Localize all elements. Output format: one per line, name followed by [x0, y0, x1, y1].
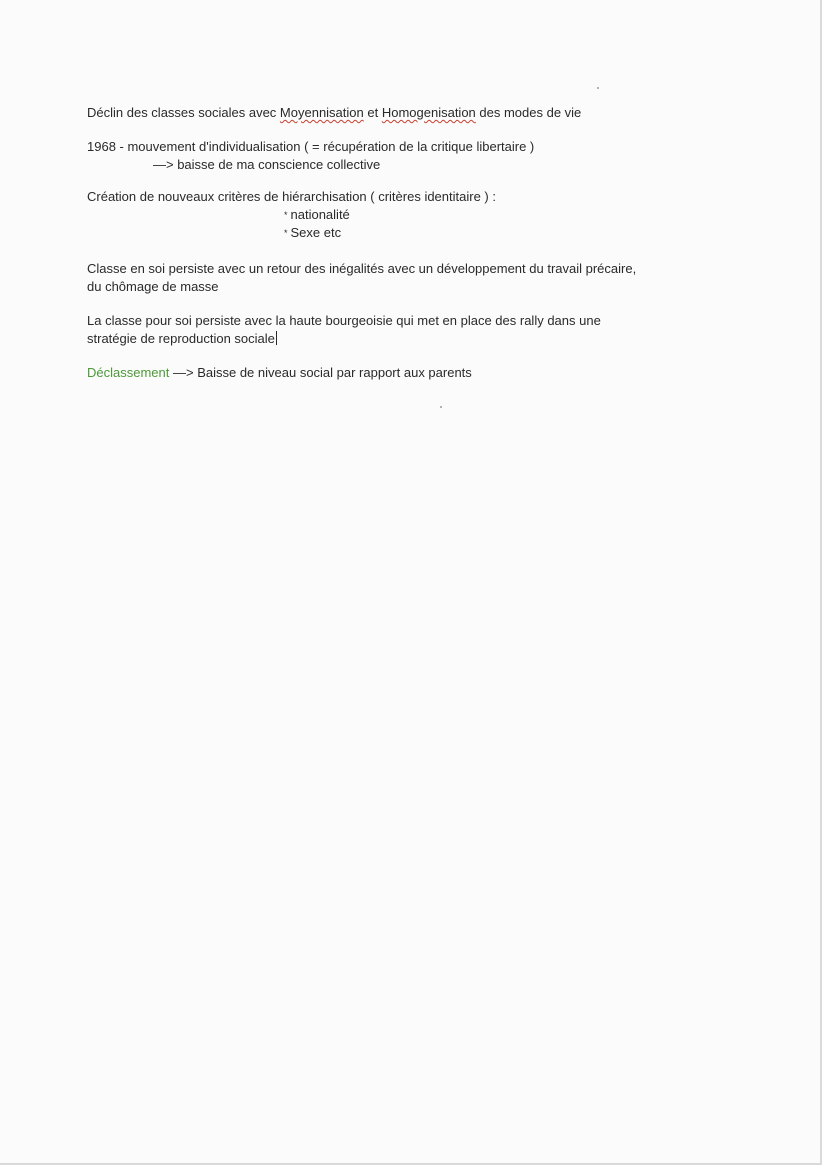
definition-declassement: —> Baisse de niveau social par rapport aux parents — [169, 365, 472, 380]
list-item: * nationalité — [284, 207, 350, 222]
paragraph-1968 — [87, 138, 747, 174]
misspelled-word[interactable]: Moyennisation — [279, 105, 364, 120]
text-cursor — [276, 331, 277, 345]
scan-speck — [440, 406, 442, 408]
line-conscience-collective: —> baisse de ma conscience collective — [153, 157, 381, 172]
misspelled-word[interactable]: Homogenisation — [381, 105, 476, 120]
paragraph-declassement — [87, 364, 747, 382]
term-declassement: Déclassement — [87, 365, 170, 380]
paragraph-criteres — [87, 188, 747, 206]
paragraph-classe-en-soi: Classe en soi persiste avec un retour des inégalités avec un développement du travail précaire, du chômage de masse — [87, 261, 637, 294]
line-criteres: Création de nouveaux critères de hiérarchisation ( critères identitaire ) : — [87, 189, 496, 204]
paragraph-decline-classes: Déclin des classes sociales avec Moyennisation et Homogenisation des modes de vie — [87, 105, 582, 120]
bullet-icon: * — [284, 210, 288, 220]
scan-speck — [597, 87, 599, 89]
bullet-icon: * — [284, 228, 288, 238]
criteria-list — [87, 206, 747, 242]
list-item: * Sexe etc — [284, 225, 342, 240]
paragraph-classe-pour-soi: La classe pour soi persiste avec la haute bourgeoisie qui met en place des rally dans une stratégie de reproduction sociale — [87, 313, 601, 346]
line-1968: 1968 - mouvement d'individualisation ( = récupération de la critique libertaire ) — [87, 139, 535, 154]
document-body[interactable] — [87, 104, 747, 382]
